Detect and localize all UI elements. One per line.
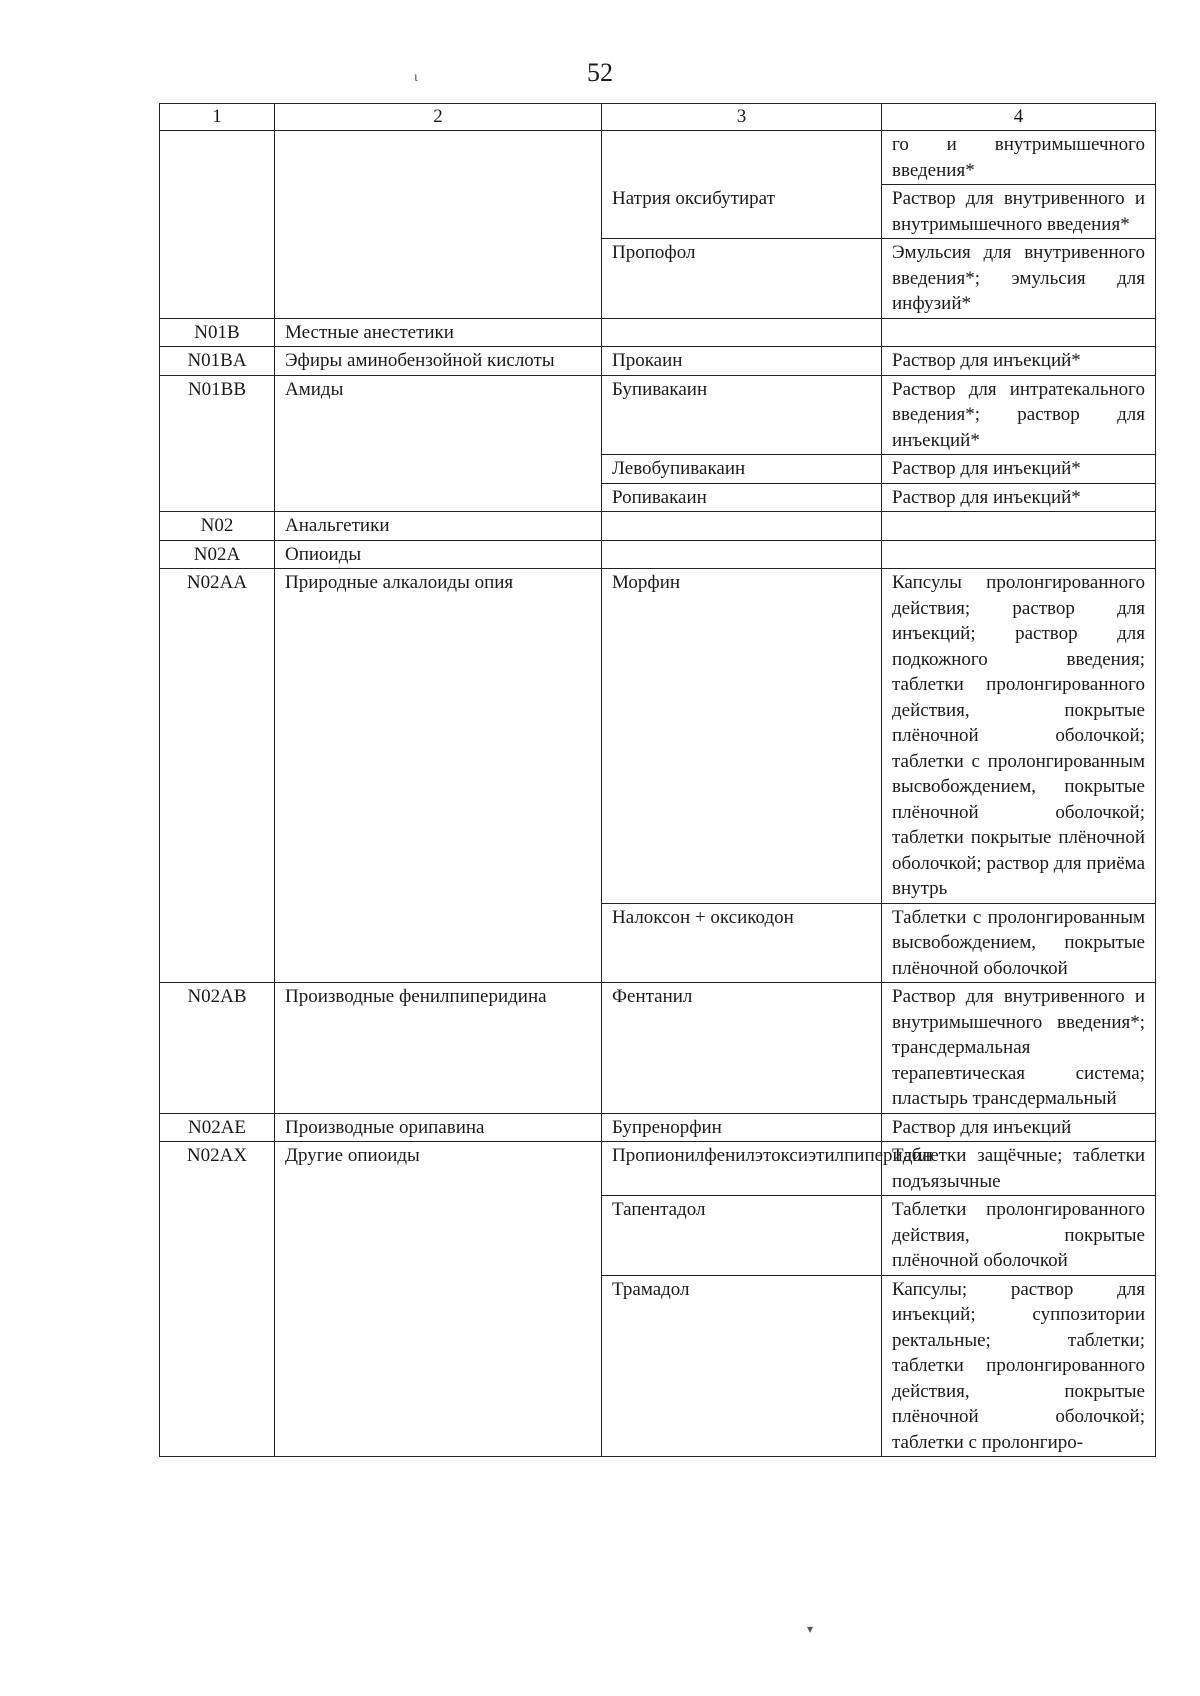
column-header: 1: [160, 104, 275, 131]
group-name-cell: Эфиры аминобензойной кислоты: [275, 347, 602, 376]
medication-table: [159, 103, 1156, 1457]
scan-mark-bottom: ▾: [807, 1622, 814, 1636]
dosage-form-cell: Раствор для инъекций*: [882, 455, 1156, 484]
table-row: [160, 375, 1156, 455]
dosage-form-cell: Раствор для интратекального введения*; раствор для инъекций*: [882, 375, 1156, 455]
group-name-cell: Опиоиды: [275, 540, 602, 569]
dosage-form-cell: Раствор для инъекций*: [882, 347, 1156, 376]
drug-name-cell: Тапентадол: [602, 1196, 882, 1276]
group-name-cell: Местные анестетики: [275, 318, 602, 347]
group-name-cell: [275, 131, 602, 319]
drug-name-cell: Морфин: [602, 569, 882, 904]
dosage-form-cell: Капсулы; раствор для инъекций; суппозитории ректальные; таблетки; таблетки пролонгированного действия, покрытые плёночной оболочкой; таблетки с пролонгиро-: [882, 1275, 1156, 1457]
column-header: 3: [602, 104, 882, 131]
atc-code-cell: N02AB: [160, 983, 275, 1114]
dosage-form-cell: Раствор для внутривенного и внутримышечного введения*: [882, 185, 1156, 239]
dosage-form-cell: Таблетки пролонгированного действия, покрытые плёночной оболочкой: [882, 1196, 1156, 1276]
dosage-form-cell: Раствор для инъекций*: [882, 483, 1156, 512]
drug-name-cell: [602, 131, 882, 185]
drug-name-cell: Фентанил: [602, 983, 882, 1114]
dosage-form-cell: Таблетки с пролонгированным высвобождением, покрытые плёночной оболочкой: [882, 903, 1156, 983]
group-name-cell: Производные фенилпиперидина: [275, 983, 602, 1114]
column-header: 2: [275, 104, 602, 131]
table-row: [160, 347, 1156, 376]
scan-mark: ι: [414, 70, 418, 85]
atc-code-cell: N01BA: [160, 347, 275, 376]
column-header: 4: [882, 104, 1156, 131]
table-row: [160, 318, 1156, 347]
drug-name-cell: Левобупивакаин: [602, 455, 882, 484]
drug-name-cell: Пропионилфенилэтоксиэтилпиперидин: [602, 1142, 882, 1196]
table-row: [160, 540, 1156, 569]
page-number: 52: [587, 58, 613, 87]
dosage-form-cell: [882, 512, 1156, 541]
drug-name-cell: [602, 540, 882, 569]
drug-name-cell: Трамадол: [602, 1275, 882, 1457]
atc-code-cell: N02AE: [160, 1113, 275, 1142]
atc-code-cell: N02AA: [160, 569, 275, 983]
table-row: [160, 512, 1156, 541]
drug-name-cell: [602, 512, 882, 541]
drug-name-cell: Натрия оксибутират: [602, 185, 882, 239]
group-name-cell: Другие опиоиды: [275, 1142, 602, 1457]
group-name-cell: Амиды: [275, 375, 602, 512]
atc-code-cell: N02: [160, 512, 275, 541]
atc-code-cell: N02AX: [160, 1142, 275, 1457]
drug-name-cell: [602, 318, 882, 347]
dosage-form-cell: Эмульсия для внутривенного введения*; эмульсия для инфузий*: [882, 239, 1156, 319]
drug-name-cell: Пропофол: [602, 239, 882, 319]
table-row: [160, 983, 1156, 1114]
dosage-form-cell: Капсулы пролонгированного действия; раствор для инъекций; раствор для подкожного введения; таблетки пролонгированного действия, покрытые плёночной оболочкой; таблетки с пролонгированным высвобождением, покрытые плёночной оболочкой; таблетки покрытые плёночной оболочкой; раствор для приёма внутрь: [882, 569, 1156, 904]
dosage-form-cell: [882, 318, 1156, 347]
table-row: [160, 1142, 1156, 1196]
table-row: [160, 1113, 1156, 1142]
drug-name-cell: Прокаин: [602, 347, 882, 376]
atc-code-cell: [160, 131, 275, 319]
dosage-form-cell: Раствор для инъекций: [882, 1113, 1156, 1142]
atc-code-cell: N01B: [160, 318, 275, 347]
table-row: [160, 131, 1156, 185]
drug-name-cell: Налоксон + оксикодон: [602, 903, 882, 983]
table-header-row: [160, 104, 1156, 131]
drug-name-cell: Бупивакаин: [602, 375, 882, 455]
table-row: [160, 569, 1156, 904]
group-name-cell: Анальгетики: [275, 512, 602, 541]
drug-name-cell: Ропивакаин: [602, 483, 882, 512]
group-name-cell: Производные орипавина: [275, 1113, 602, 1142]
atc-code-cell: N02A: [160, 540, 275, 569]
dosage-form-cell: го и внутримышечного введения*: [882, 131, 1156, 185]
dosage-form-cell: Раствор для внутривенного и внутримышечного введения*; трансдермальная терапевтическая система; пластырь трансдермальный: [882, 983, 1156, 1114]
atc-code-cell: N01BB: [160, 375, 275, 512]
dosage-form-cell: [882, 540, 1156, 569]
dosage-form-cell: Таблетки защёчные; таблетки подъязычные: [882, 1142, 1156, 1196]
drug-name-cell: Бупренорфин: [602, 1113, 882, 1142]
group-name-cell: Природные алкалоиды опия: [275, 569, 602, 983]
